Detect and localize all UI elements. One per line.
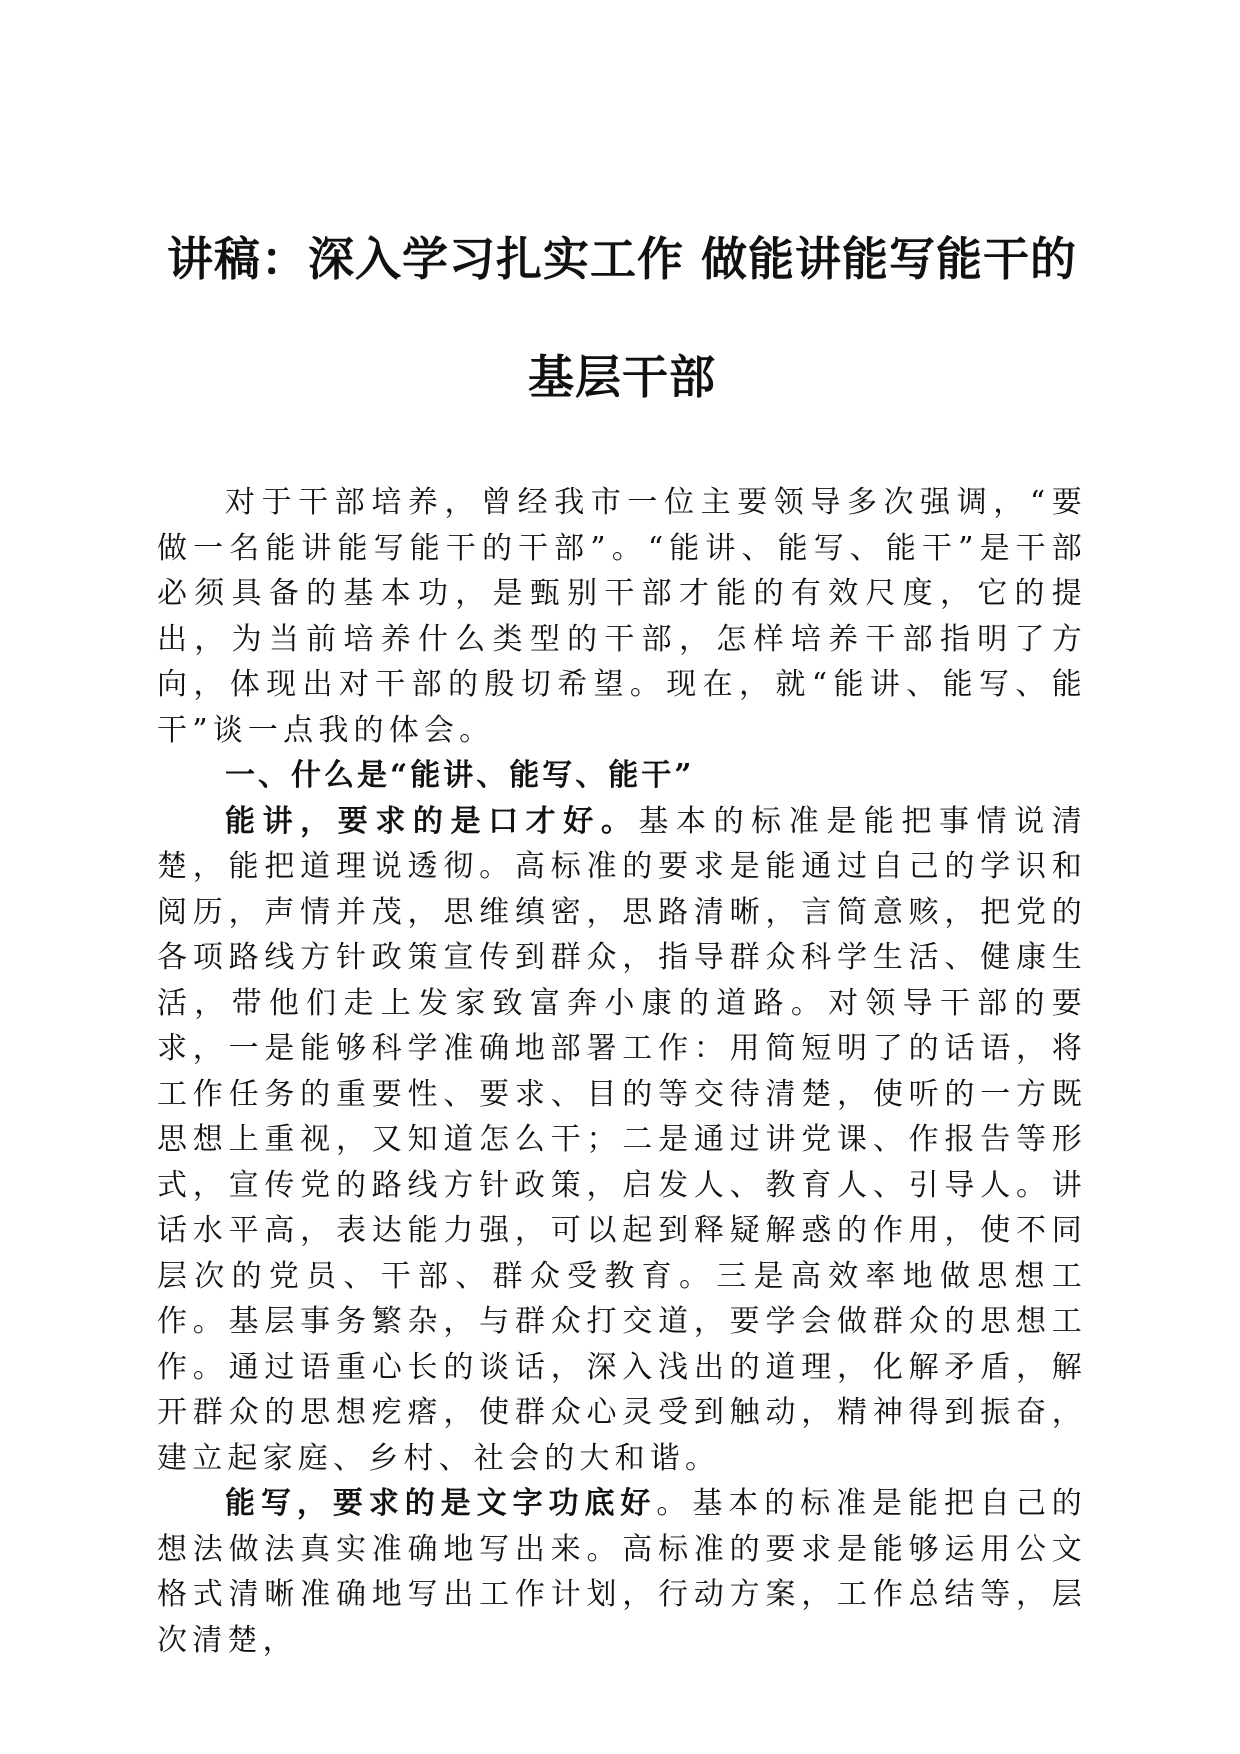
paragraph-speaking [157,799,1087,1482]
paragraph-writing [157,1481,1087,1663]
document-page [157,0,1087,1754]
intro-paragraph: 对于干部培养，曾经我市一位主要领导多次强调，“要做一名能讲能写能干的干部”。“能讲、能写、能干”是干部必须具备的基本功，是甄别干部才能的有效尺度，它的提出，为当前培养什么类型的干部，怎样培养干部指明了方向，体现出对干部的殷切希望。现在，就“能讲、能写、能干”谈一点我的体会。 [157,485,1087,748]
paragraph-speaking-lead: 能讲，要求的是口才好。 [225,803,639,839]
section-1-heading: 一、什么是“能讲、能写、能干” [225,758,695,793]
paragraph-writing-lead: 能写，要求的是文字功底好 [225,1486,657,1521]
document-title-line-2: 基层干部 [528,350,716,404]
paragraph-writing-body: 。基本的标准是能把自己的想法做法真实准确地写出来。高标准的要求是能够运用公文格式清晰准确地写出工作计划，行动方案，工作总结等，层次清楚， [157,1486,1087,1658]
paragraph-speaking-body: 基本的标准是能把事情说清楚，能把道理说透彻。高标准的要求是能通过自己的学识和阅历，声情并茂，思维缜密，思路清晰，言简意赅，把党的各项路线方针政策宣传到群众，指导群众科学生活、健康生活，带他们走上发家致富奔小康的道路。对领导干部的要求，一是能够科学准确地部署工作：用简短明了的话语，将工作任务的重要性、要求、目的等交待清楚，使听的一方既思想上重视，又知道怎么干；二是通过讲党课、作报告等形式，宣传党的路线方针政策，启发人、教育人、引导人。讲话水平高，表达能力强，可以起到释疑解惑的作用，使不同层次的党员、干部、群众受教育。三是高效率地做思想工作。基层事务繁杂，与群众打交道，要学会做群众的思想工作。通过语重心长的谈话，深入浅出的道理，化解矛盾，解开群众的思想疙瘩，使群众心灵受到触动，精神得到振奋，建立起家庭、乡村、社会的大和谐。 [157,803,1088,1476]
document-title-line-1: 讲稿：深入学习扎实工作 做能讲能写能干的 [166,232,1077,286]
document-body [157,480,1087,1663]
